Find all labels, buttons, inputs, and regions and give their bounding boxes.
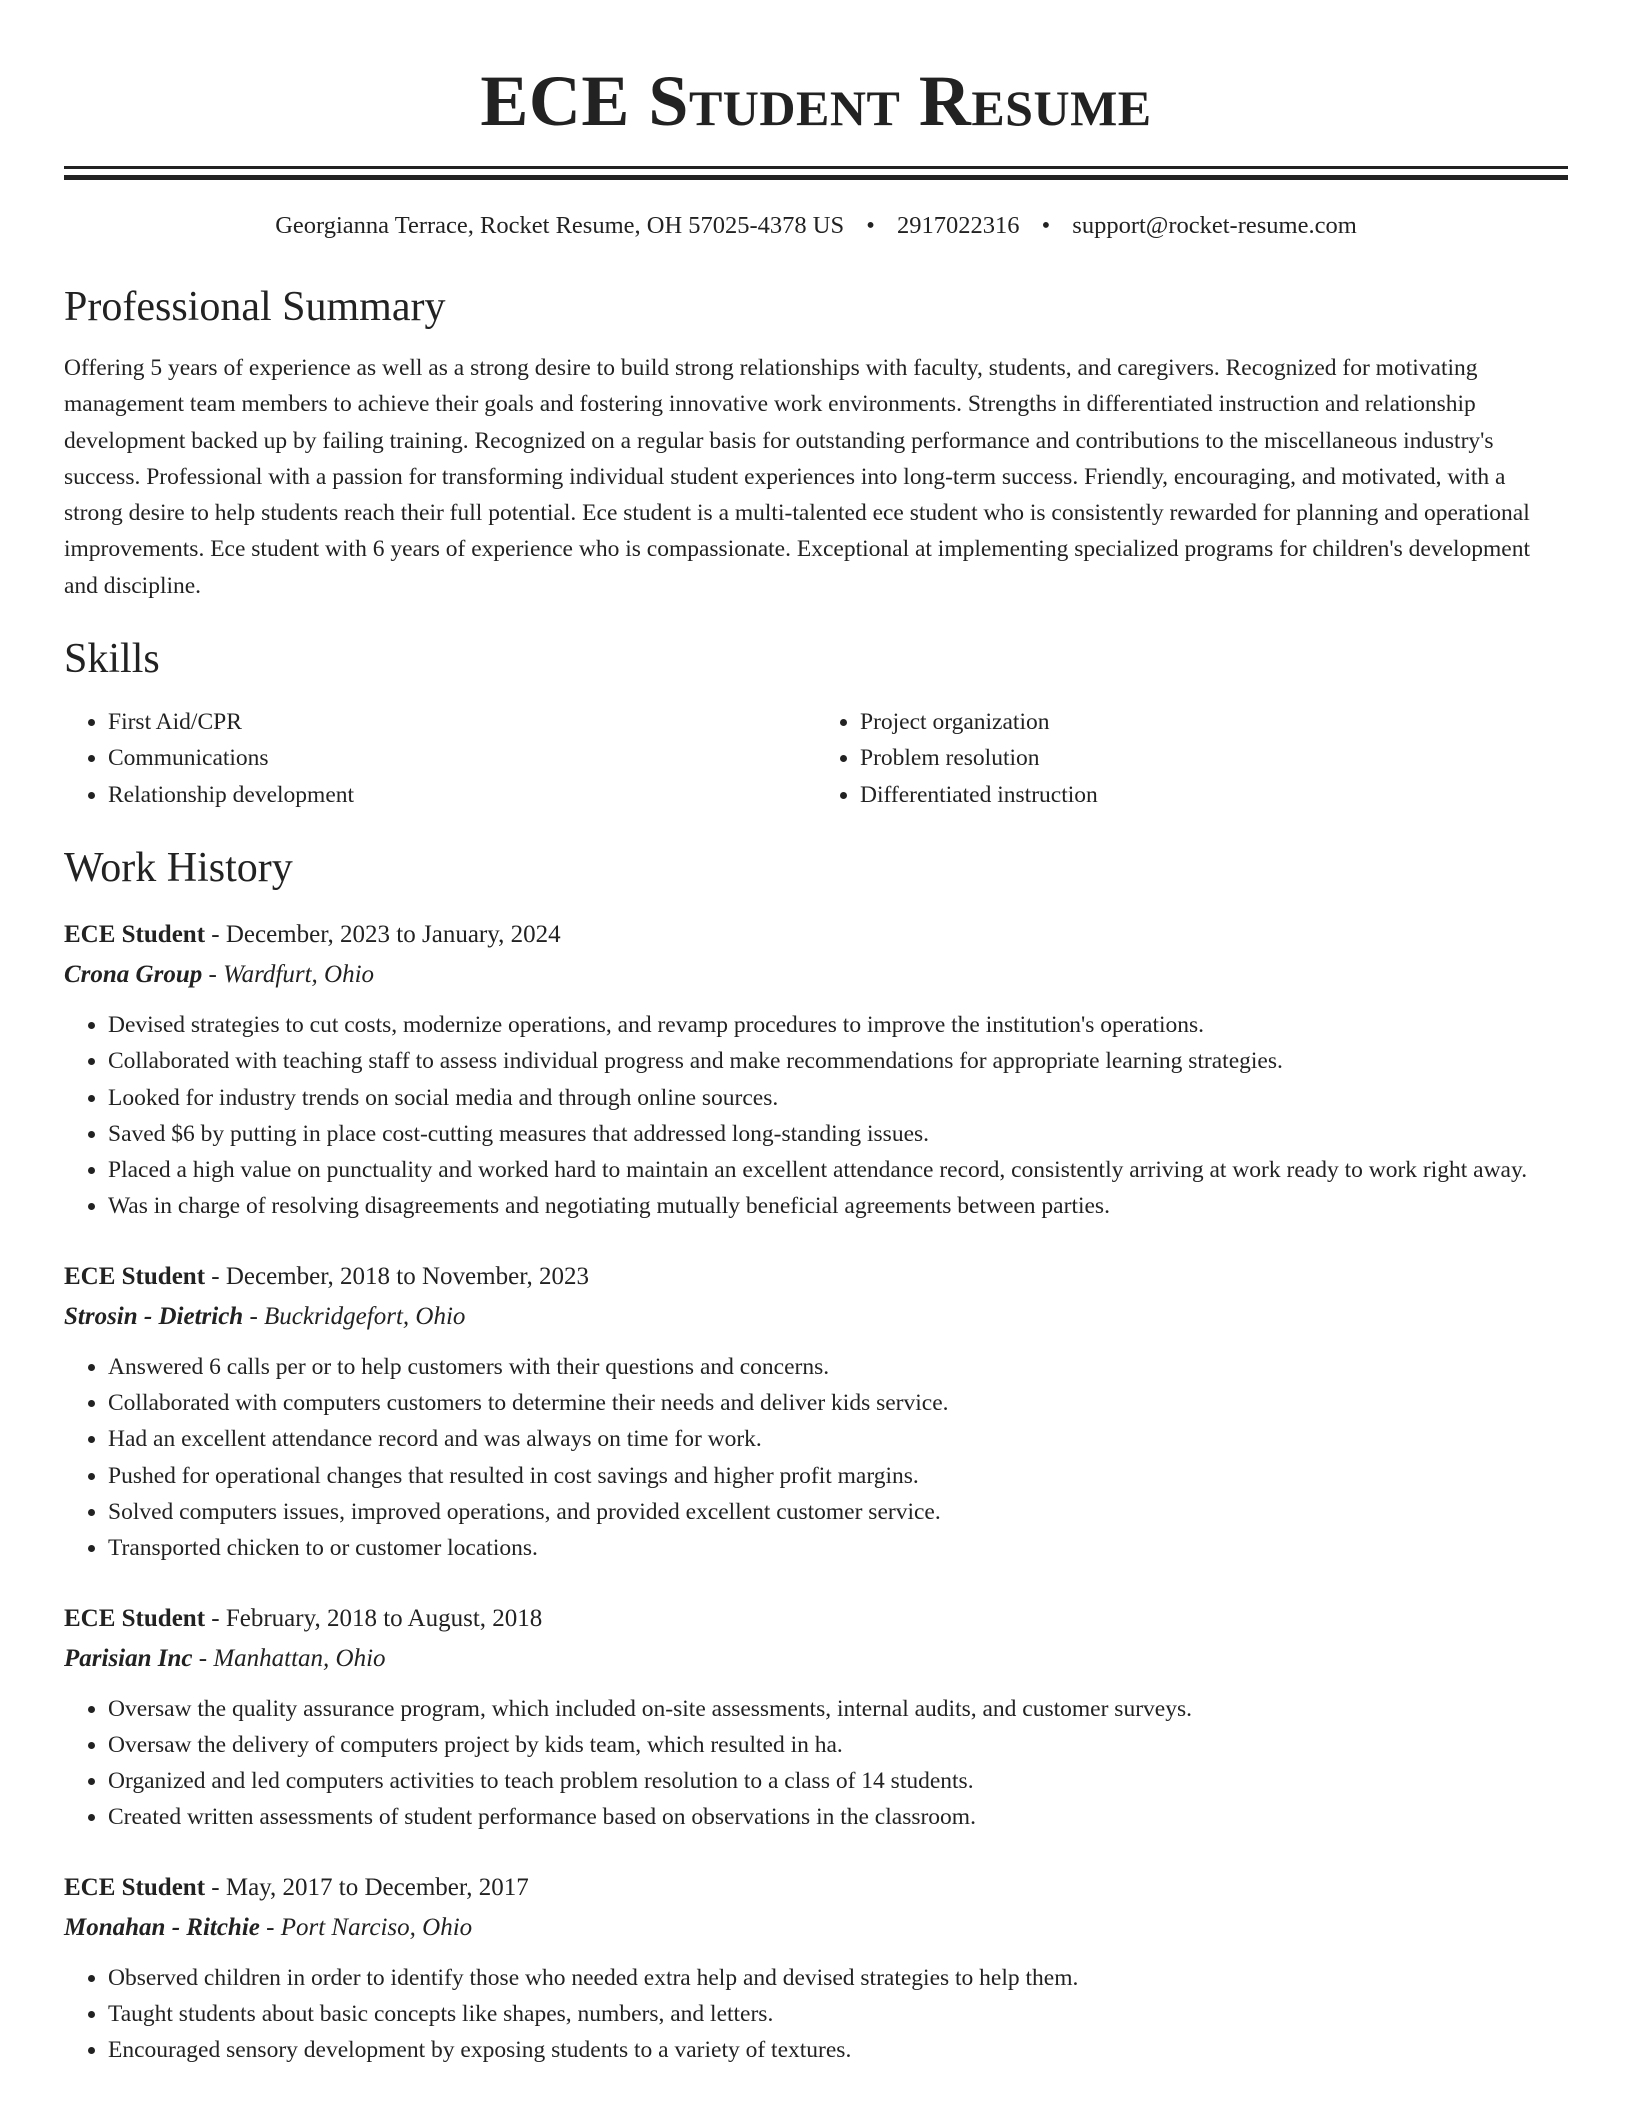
job-company-line: Parisian Inc - Manhattan, Ohio <box>64 1644 386 1672</box>
job-bullets <box>64 1349 1568 1567</box>
job-dates: December, 2023 to January, 2024 <box>225 920 561 948</box>
job-dates: February, 2018 to August, 2018 <box>225 1604 543 1632</box>
job-role: ECE Student <box>64 1604 206 1632</box>
job-bullet: • Saved $6 by putting in place cost-cutting measures that addressed long-standing issues. <box>108 1116 1568 1152</box>
contact-address: Georgianna Terrace, Rocket Resume, OH 57025-4378 US <box>275 212 845 239</box>
job-location: Manhattan, Ohio <box>213 1644 386 1672</box>
job-bullet: • Pushed for operational changes that resulted in cost savings and higher profit margins. <box>108 1458 1568 1494</box>
job-location: Buckridgefort, Ohio <box>264 1302 466 1330</box>
job-bullet: • Organized and led computers activities to teach problem resolution to a class of 14 students. <box>108 1763 1568 1799</box>
job-bullet: • Answered 6 calls per or to help customers with their questions and concerns. <box>108 1349 1568 1385</box>
job-entry <box>64 915 1568 1225</box>
job-company: Parisian Inc <box>64 1644 193 1672</box>
title-divider-top <box>64 166 1568 169</box>
job-bullet: • Looked for industry trends on social media and through online sources. <box>108 1080 1568 1116</box>
job-bullet: • Taught students about basic concepts like shapes, numbers, and letters. <box>108 1996 1568 2032</box>
job-location: Wardfurt, Ohio <box>223 960 375 988</box>
job-bullets <box>64 1007 1568 1225</box>
job-bullet: • Collaborated with computers customers to determine their needs and deliver kids service. <box>108 1385 1568 1421</box>
job-bullet: • Solved computers issues, improved operations, and provided excellent customer service. <box>108 1494 1568 1530</box>
job-company: Monahan - Ritchie <box>64 1913 260 1941</box>
job-bullet: • Was in charge of resolving disagreements and negotiating mutually beneficial agreements between parties. <box>108 1188 1568 1224</box>
skills-heading: Skills <box>64 636 160 683</box>
resume-title: ECE Student Resume <box>480 61 1152 141</box>
job-role: ECE Student <box>64 1262 206 1290</box>
skills-list <box>64 704 1568 813</box>
job-company-line: Strosin - Dietrich - Buckridgefort, Ohio <box>64 1302 466 1330</box>
contact-email: support@rocket-resume.com <box>1072 212 1357 239</box>
work-history-heading: Work History <box>64 844 293 891</box>
job-location: Port Narciso, Ohio <box>280 1913 473 1941</box>
contact-phone: 2917022316 <box>896 212 1020 239</box>
title-divider-bottom <box>64 175 1568 180</box>
contact-separator: • <box>1041 212 1051 239</box>
job-bullet: • Had an excellent attendance record and was always on time for work. <box>108 1421 1568 1457</box>
job-header: ECE Student - May, 2017 to December, 2017 <box>64 1873 529 1901</box>
skill-item: • Differentiated instruction <box>860 777 1568 813</box>
job-entry <box>64 1599 1568 1836</box>
skills-column-left <box>64 704 816 813</box>
job-company-line: Crona Group - Wardfurt, Ohio <box>64 960 375 988</box>
job-role: ECE Student <box>64 1873 206 1901</box>
job-header: ECE Student - December, 2023 to January, 2024 <box>64 920 561 948</box>
skill-item: • Problem resolution <box>860 740 1568 776</box>
job-bullets <box>64 1691 1568 1836</box>
skill-item: • Relationship development <box>108 777 816 813</box>
job-header: ECE Student - February, 2018 to August, 2018 <box>64 1604 543 1632</box>
job-company: Crona Group <box>64 960 203 988</box>
job-entry <box>64 1257 1568 1567</box>
skill-item: • Communications <box>108 740 816 776</box>
job-entry <box>64 1868 1568 2069</box>
job-header: ECE Student - December, 2018 to November, 2023 <box>64 1262 590 1290</box>
job-company-line: Monahan - Ritchie - Port Narciso, Ohio <box>64 1913 473 1941</box>
job-bullet: • Observed children in order to identify those who needed extra help and devised strategies to help them. <box>108 1960 1568 1996</box>
job-bullet: • Devised strategies to cut costs, modernize operations, and revamp procedures to improve the institution's operations. <box>108 1007 1568 1043</box>
skill-item: • Project organization <box>860 704 1568 740</box>
contact-separator: • <box>866 212 875 239</box>
skills-column-right <box>816 704 1568 813</box>
skill-item: • First Aid/CPR <box>108 704 816 740</box>
job-bullets <box>64 1960 1568 2069</box>
job-bullet: • Transported chicken to or customer locations. <box>108 1530 1568 1566</box>
job-bullet: • Encouraged sensory development by exposing students to a variety of textures. <box>108 2032 1568 2068</box>
summary-text: Offering 5 years of experience as well as a strong desire to build strong relationships with faculty, students, and caregivers. Recognized for motivating management team members to achieve their goals and fostering innovative work environments. Strengths in differentiated instruction and relationship development backed up by failing training. Recognized on a regular basis for outstanding performance and contributions to the miscellaneous industry's success. Professional with a passion for transforming individual student experiences into long-term success. Friendly, encouraging, and motivated, with a strong desire to help students reach their full potential. Ece student is a multi-talented ece student who is consistently rewarded for planning and operational improvements. Ece student with 6 years of experience who is compassionate. Exceptional at implementing specialized programs for children's development and discipline. <box>64 355 1531 599</box>
job-bullet: • Oversaw the quality assurance program, which included on-site assessments, internal audits, and customer surveys. <box>108 1691 1568 1727</box>
contact-line <box>64 210 1568 242</box>
job-bullet: • Oversaw the delivery of computers project by kids team, which resulted in ha. <box>108 1727 1568 1763</box>
summary-heading: Professional Summary <box>64 284 446 330</box>
job-company: Strosin - Dietrich <box>64 1302 244 1330</box>
job-bullet: • Created written assessments of student performance based on observations in the classroom. <box>108 1799 1568 1835</box>
job-bullet: • Placed a high value on punctuality and worked hard to maintain an excellent attendance record, consistently arriving at work ready to work right away. <box>108 1152 1568 1188</box>
job-dates: May, 2017 to December, 2017 <box>225 1873 529 1901</box>
job-bullet: • Collaborated with teaching staff to assess individual progress and make recommendations for appropriate learning strategies. <box>108 1043 1568 1079</box>
job-dates: December, 2018 to November, 2023 <box>225 1262 590 1290</box>
job-role: ECE Student <box>64 920 206 948</box>
